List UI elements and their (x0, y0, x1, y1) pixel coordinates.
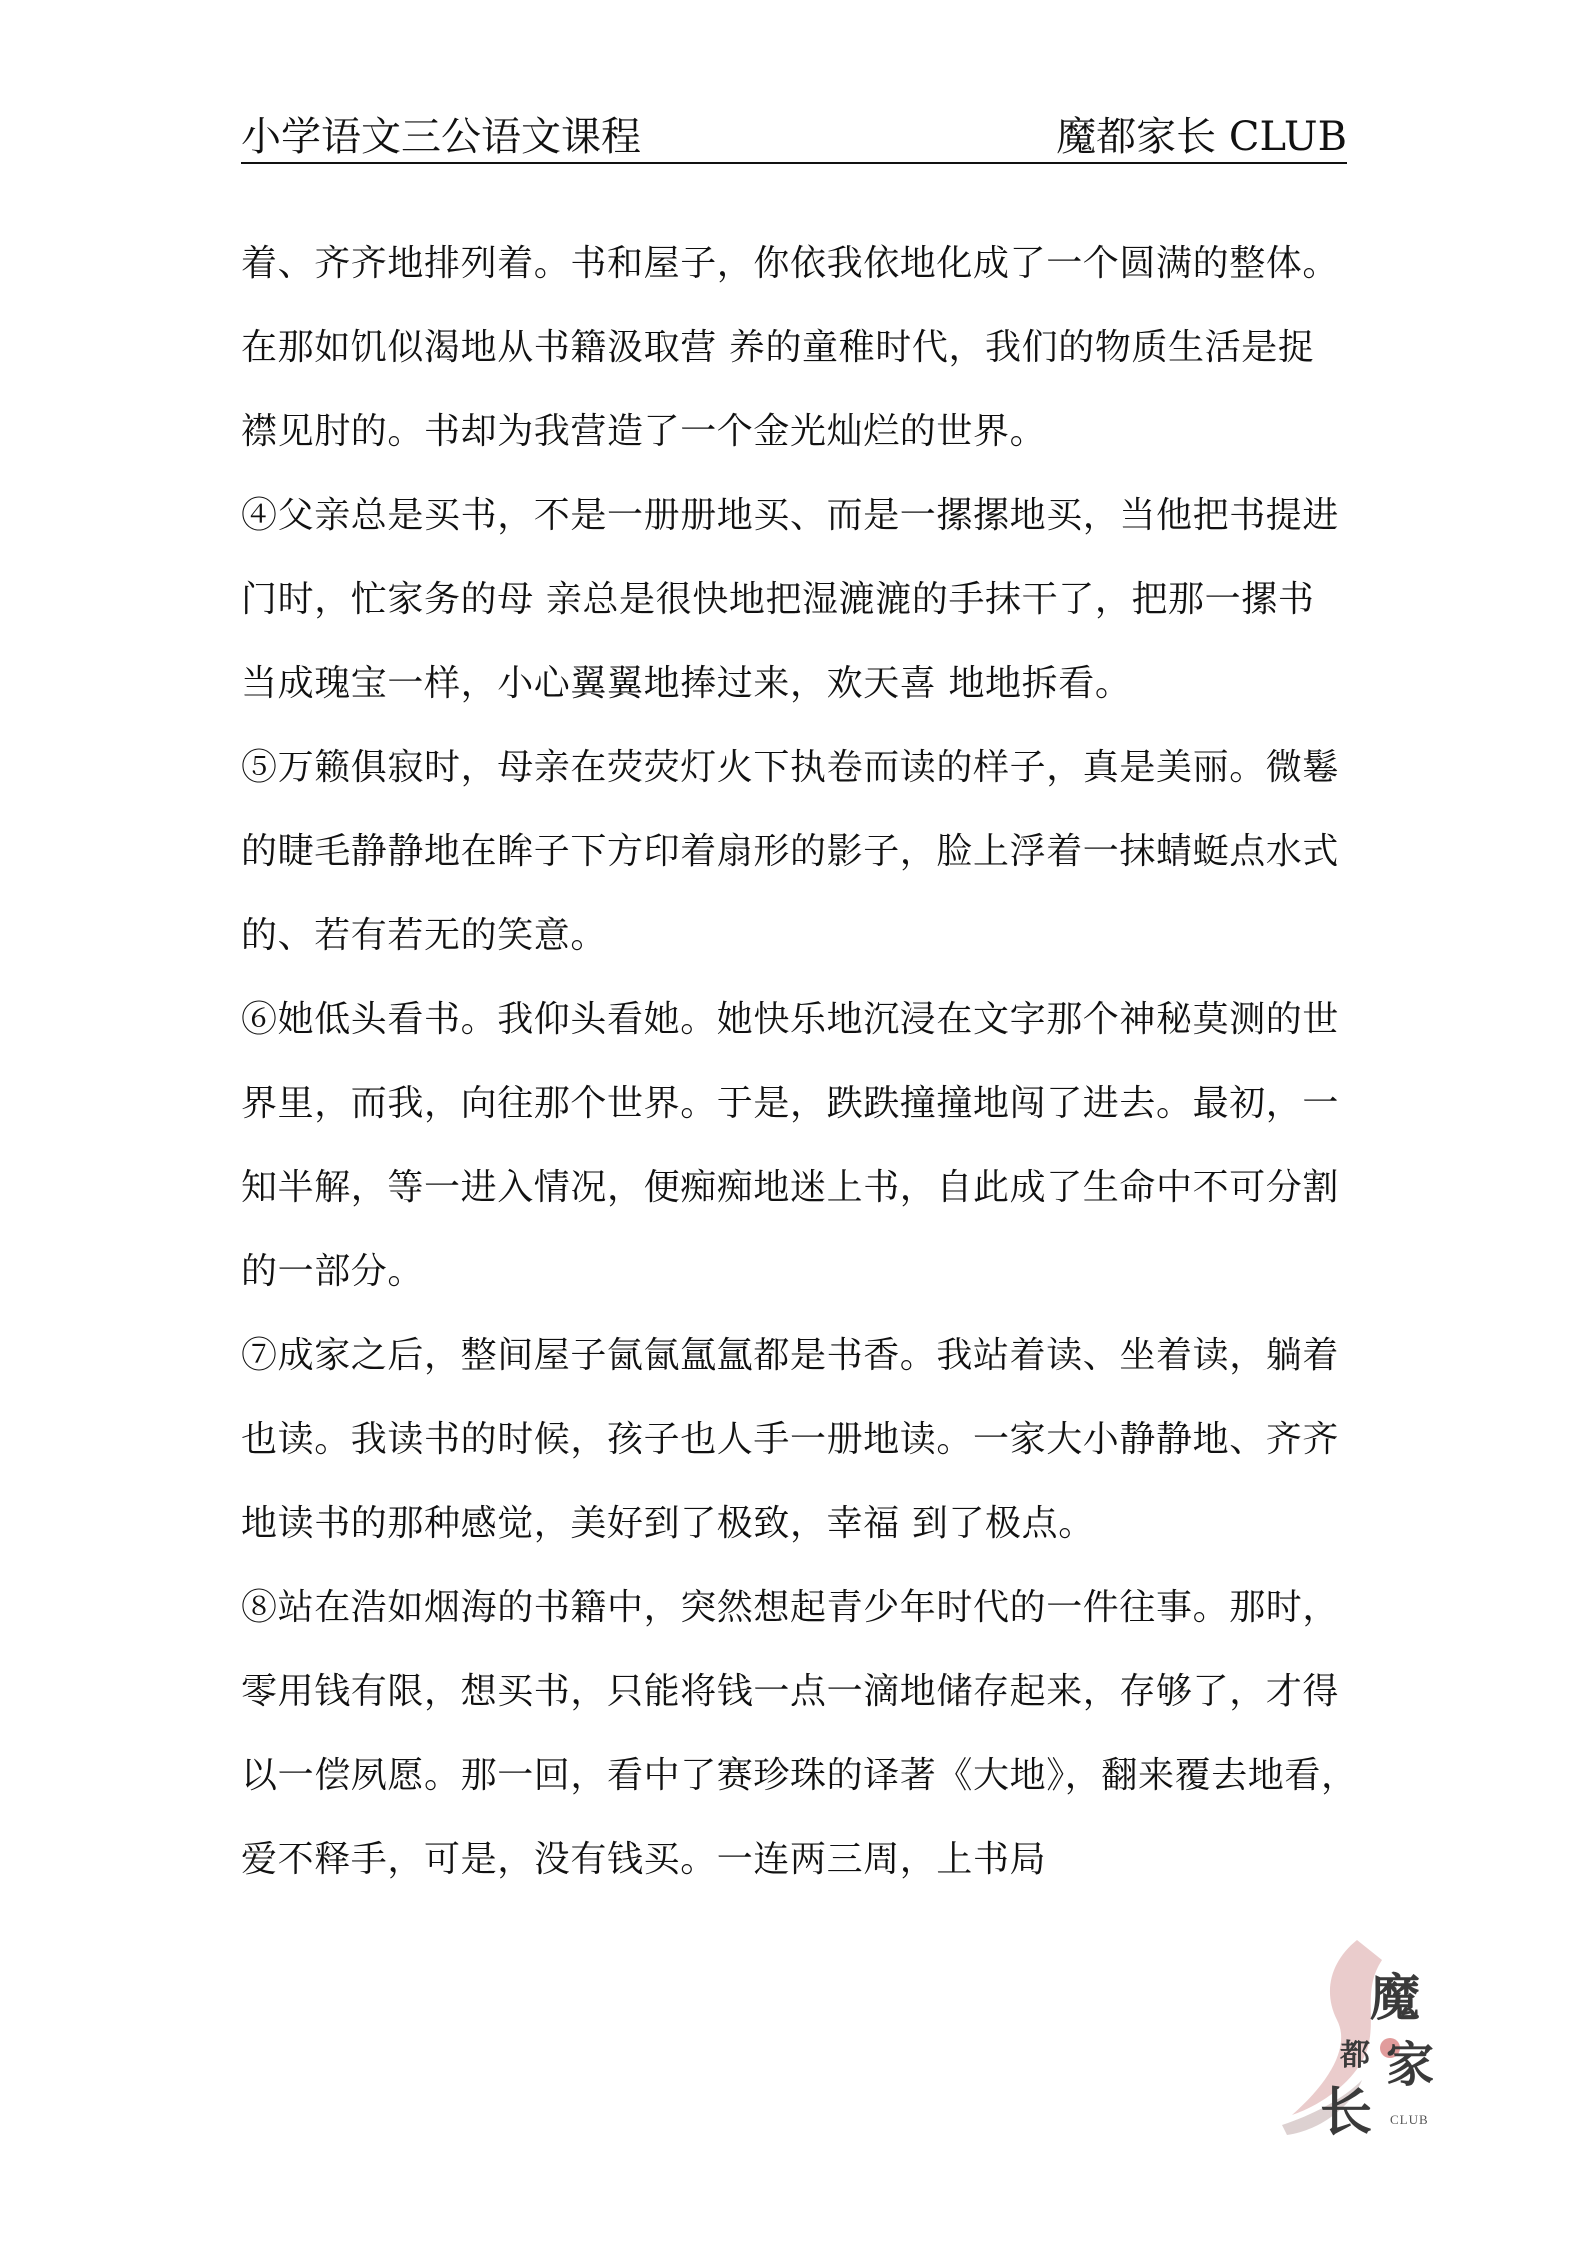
text-line: 的睫毛静静地在眸子下方印着扇形的影子，脸上浮着一抹蜻蜓点水式 (241, 831, 1340, 872)
paragraph (241, 474, 1351, 726)
text-line: ⑧站在浩如烟海的书籍中，突然想起青少年时代的一件往事。那时， (241, 1587, 1340, 1628)
club-logo-watermark (1262, 1930, 1452, 2150)
text-line: ⑥她低头看书。我仰头看她。她快乐地沉浸在文字那个神秘莫测的世 (241, 999, 1340, 1040)
paragraph (241, 222, 1351, 474)
text-line: ⑤万籁俱寂时，母亲在荧荧灯火下执卷而读的样子，真是美丽。微鬈 (241, 747, 1340, 788)
text-line: 以一偿夙愿。那一回，看中了赛珍珠的译著《大地》，翻来覆去地看， (241, 1755, 1358, 1796)
logo-char-du: 都 (1340, 2038, 1370, 2073)
page-header (241, 112, 1347, 164)
header-course-title: 小学语文三公语文课程 (241, 114, 641, 160)
text-line: 知半解，等一进入情况，便痴痴地迷上书，自此成了生命中不可分割 (241, 1167, 1340, 1208)
text-line: ⑦成家之后，整间屋子氤氤氲氲都是书香。我站着读、坐着读，躺着 (241, 1335, 1340, 1376)
text-line: 的、若有若无的笑意。 (241, 915, 608, 956)
logo-char-jia: 家 (1386, 2037, 1435, 2093)
paragraph (241, 1314, 1351, 1566)
text-line: 襟见肘的。书却为我营造了一个金光灿烂的世界。 (241, 411, 1047, 452)
paragraph (241, 1566, 1358, 1902)
article-body (241, 222, 1358, 1902)
paragraph (241, 978, 1351, 1314)
text-line: 也读。我读书的时候，孩子也人手一册地读。一家大小静静地、齐齐 (241, 1419, 1340, 1460)
logo-char-zhang: 长 (1320, 2082, 1373, 2143)
text-line: 零用钱有限，想买书，只能将钱一点一滴地储存起来，存够了，才得 (241, 1671, 1340, 1712)
text-line: ④父亲总是买书，不是一册册地买、而是一摞摞地买，当他把书提进 (241, 495, 1340, 536)
text-line: 当成瑰宝一样，小心翼翼地捧过来，欢天喜 地地拆看。 (241, 663, 1132, 704)
text-line: 爱不释手，可是，没有钱买。一连两三周，上书局 (241, 1839, 1047, 1880)
logo-char-mo: 魔 (1370, 1968, 1420, 2027)
text-line: 门时，忙家务的母 亲总是很快地把湿漉漉的手抹干了，把那一摞书 (241, 579, 1315, 620)
text-line: 地读书的那种感觉，美好到了极致，幸福 到了极点。 (241, 1503, 1095, 1544)
text-line: 在那如饥似渴地从书籍汲取营 养的童稚时代，我们的物质生活是捉 (241, 327, 1315, 368)
logo-club-text: CLUB (1390, 2112, 1429, 2127)
text-line: 着、齐齐地排列着。书和屋子，你依我依地化成了一个圆满的整体。 (241, 243, 1340, 284)
text-line: 的一部分。 (241, 1251, 425, 1292)
text-line: 界里，而我，向往那个世界。于是，跌跌撞撞地闯了进去。最初，一 (241, 1083, 1340, 1124)
header-club-name: 魔都家长 CLUB (1056, 114, 1347, 160)
paragraph (241, 726, 1351, 978)
